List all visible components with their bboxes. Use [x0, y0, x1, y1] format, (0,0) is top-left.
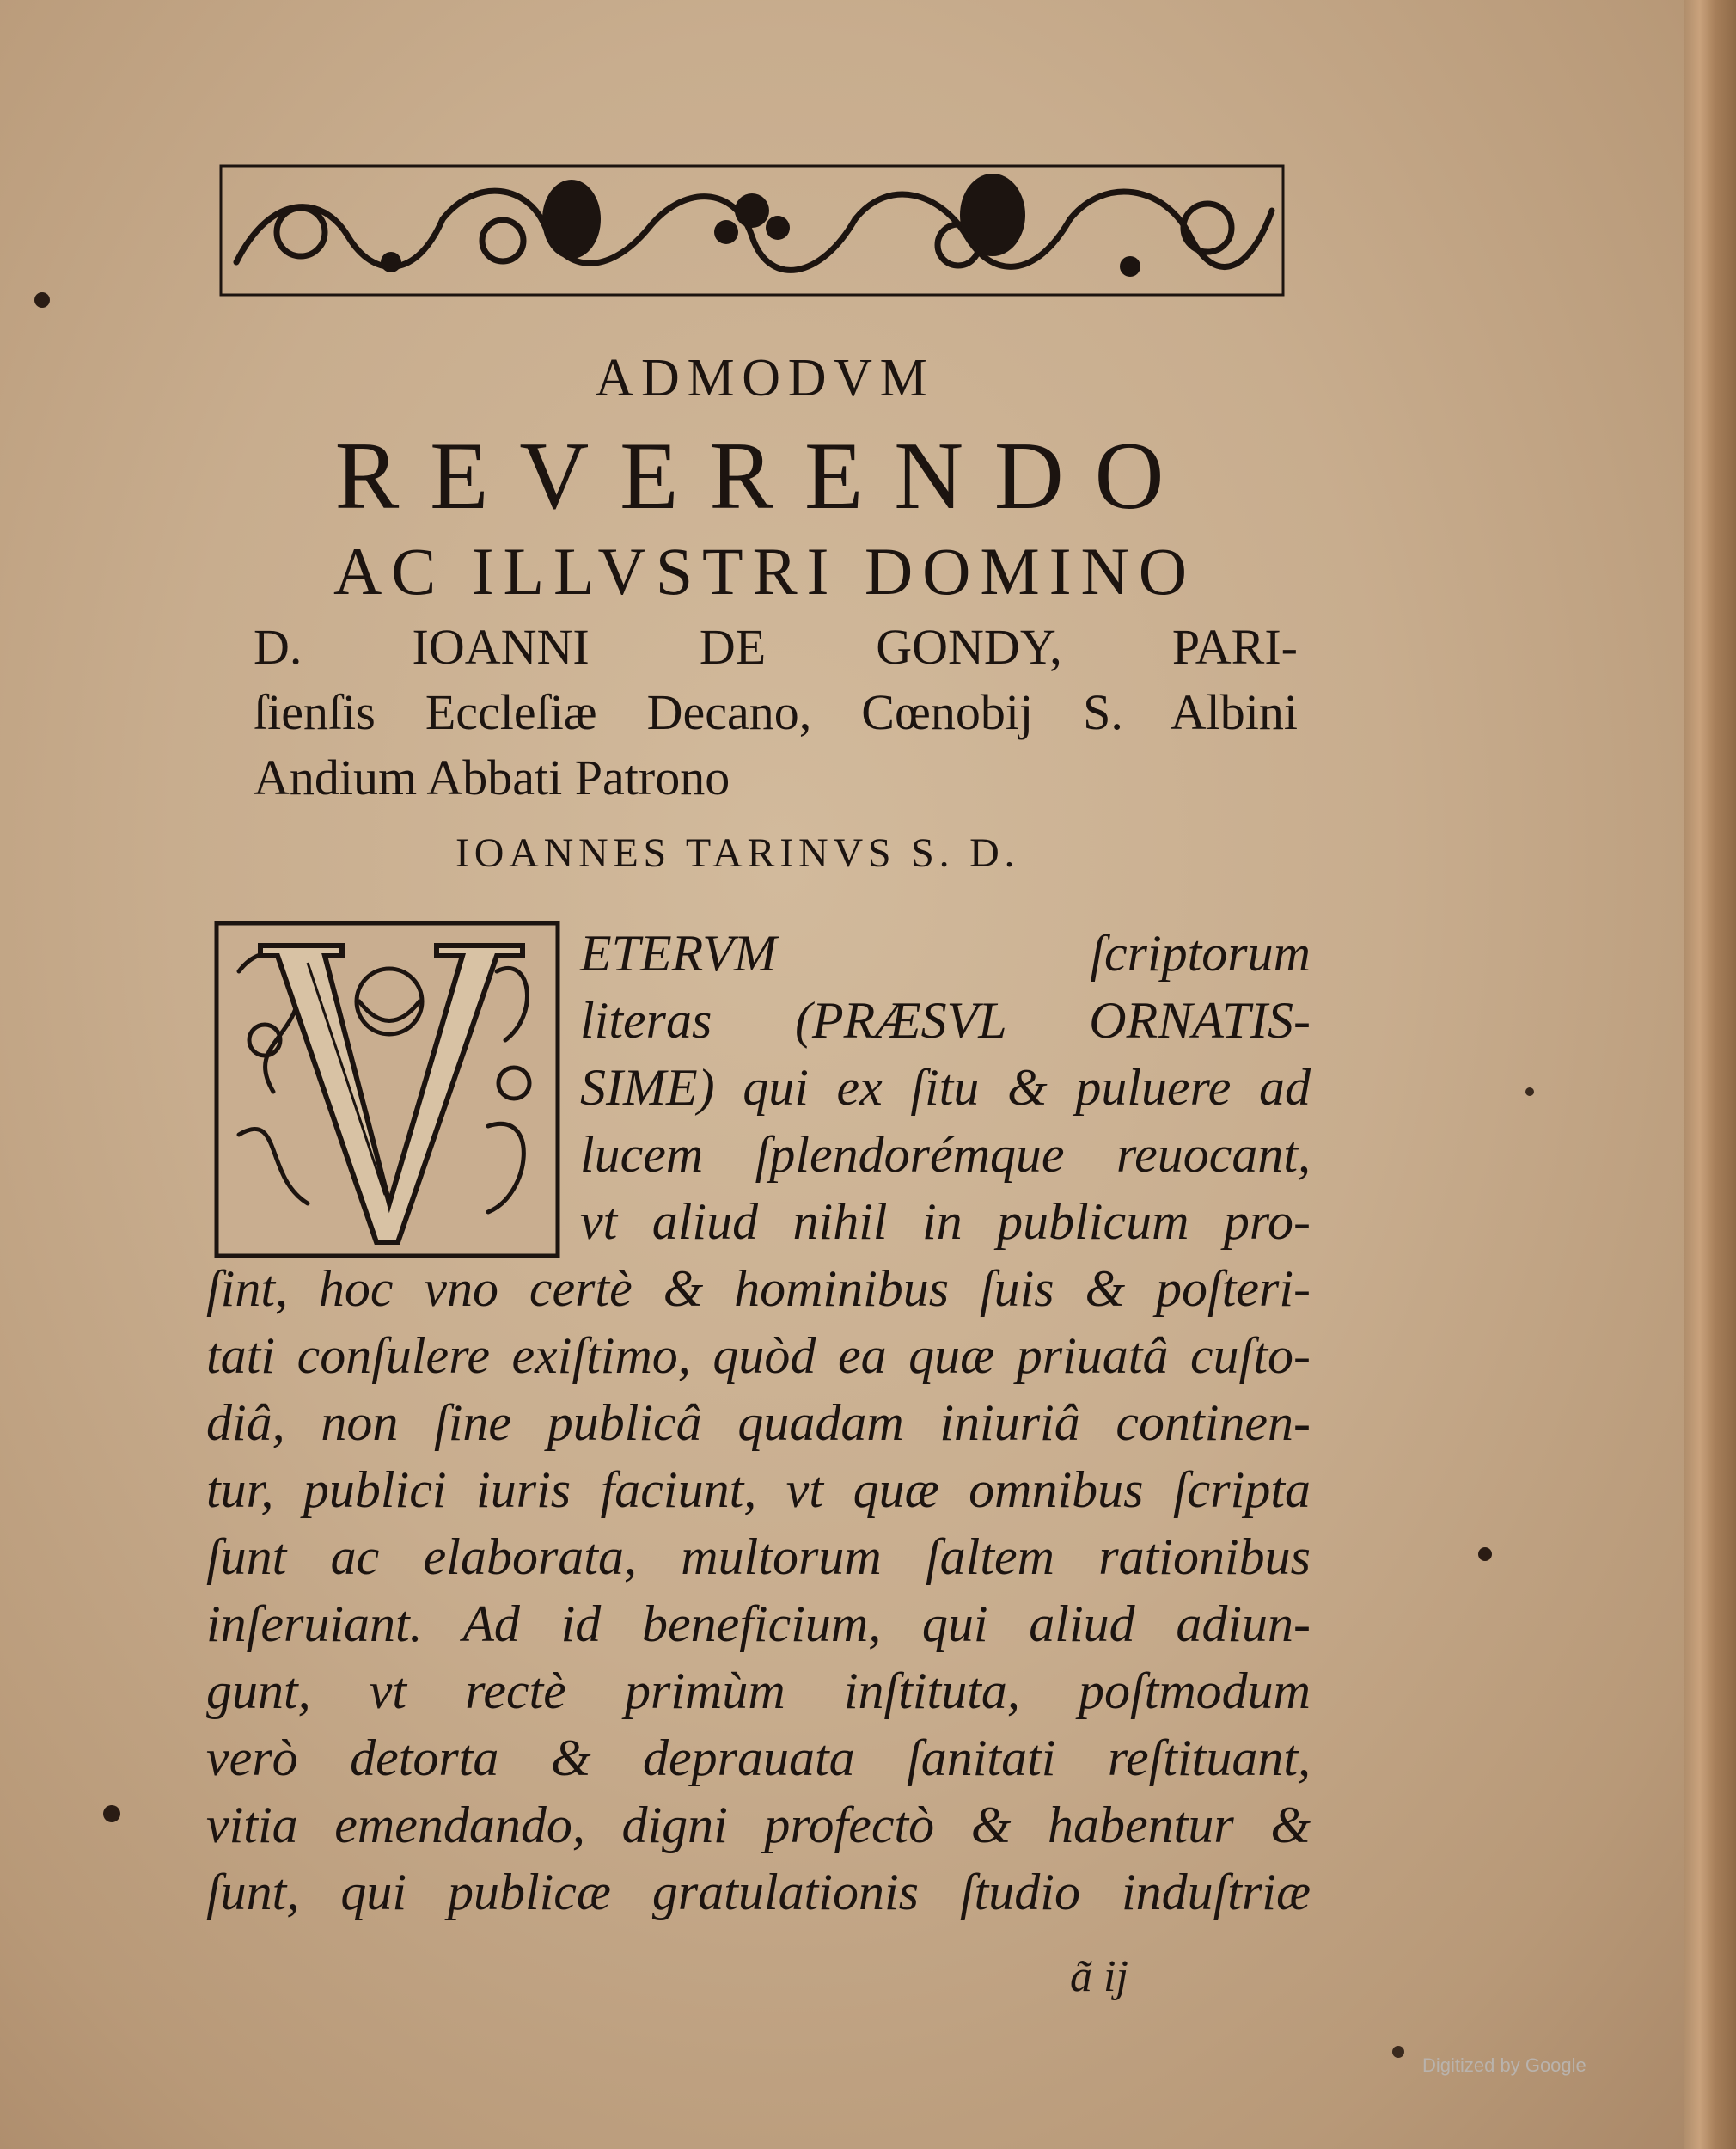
ink-spot [34, 292, 50, 308]
body-line: inſeruiant. Ad id beneficium, qui aliud adiun- [206, 1595, 1311, 1652]
dedication-line: ſienſis Eccleſiæ Decano, Cœnobij S. Albini [254, 684, 1298, 740]
ink-spot [1478, 1547, 1492, 1561]
body-line: ſint, hoc vno certè & hominibus ſuis & poſteri- [206, 1260, 1311, 1317]
title-line-3: AC ILLVSTRI DOMINO [333, 534, 1197, 609]
body-line: ſunt ac elaborata, multorum ſaltem rationibus [206, 1528, 1311, 1585]
body-line: vitia emendando, digni profectò & habentur & [206, 1797, 1311, 1853]
body-text [206, 920, 1311, 1926]
body-line: literas (PRÆSVL ORNATIS- [580, 992, 1311, 1049]
body-line: ſunt, qui publicæ gratulationis ſtudio induſtriæ [206, 1864, 1311, 1920]
body-line: verò detorta & deprauata ſanitati reſtituant, [206, 1730, 1311, 1786]
title-line-2: REVERENDO [334, 423, 1195, 530]
body-line: diâ, non ſine publicâ quadam iniuriâ continen- [206, 1394, 1311, 1451]
ink-spot [1525, 1087, 1534, 1096]
author-salutation: IOANNES TARINVS S. D. [455, 830, 1020, 876]
body-line: SIME) qui ex ſitu & puluere ad [580, 1059, 1311, 1116]
floral-ornament-icon [219, 159, 1285, 301]
body-line: vt aliud nihil in publicum pro- [580, 1193, 1311, 1250]
body-line: ETERVM ſcriptorum [580, 925, 1311, 982]
title-line-1: ADMODVM [595, 349, 935, 407]
body-line: tati conſulere exiſtimo, quòd ea quæ priuatâ cuſto- [206, 1327, 1311, 1384]
ink-spot [1392, 2046, 1404, 2058]
ink-spot [103, 1805, 120, 1822]
dedication-line: Andium Abbati Patrono [254, 750, 730, 805]
signature-mark: ã ij [1070, 1952, 1128, 2001]
dedication-line: D. IOANNI DE GONDY, PARI- [254, 619, 1298, 675]
body-line: tur, publici iuris faciunt, vt quæ omnibus ſcripta [206, 1461, 1311, 1518]
watermark: Digitized by Google [1422, 2054, 1586, 2076]
body-line: lucem ſplendorémque reuocant, [580, 1126, 1311, 1183]
page-edge [1684, 0, 1736, 2149]
dedication-block [254, 615, 1298, 811]
body-line: gunt, vt rectè primùm inſtituta, poſtmodum [206, 1662, 1311, 1719]
